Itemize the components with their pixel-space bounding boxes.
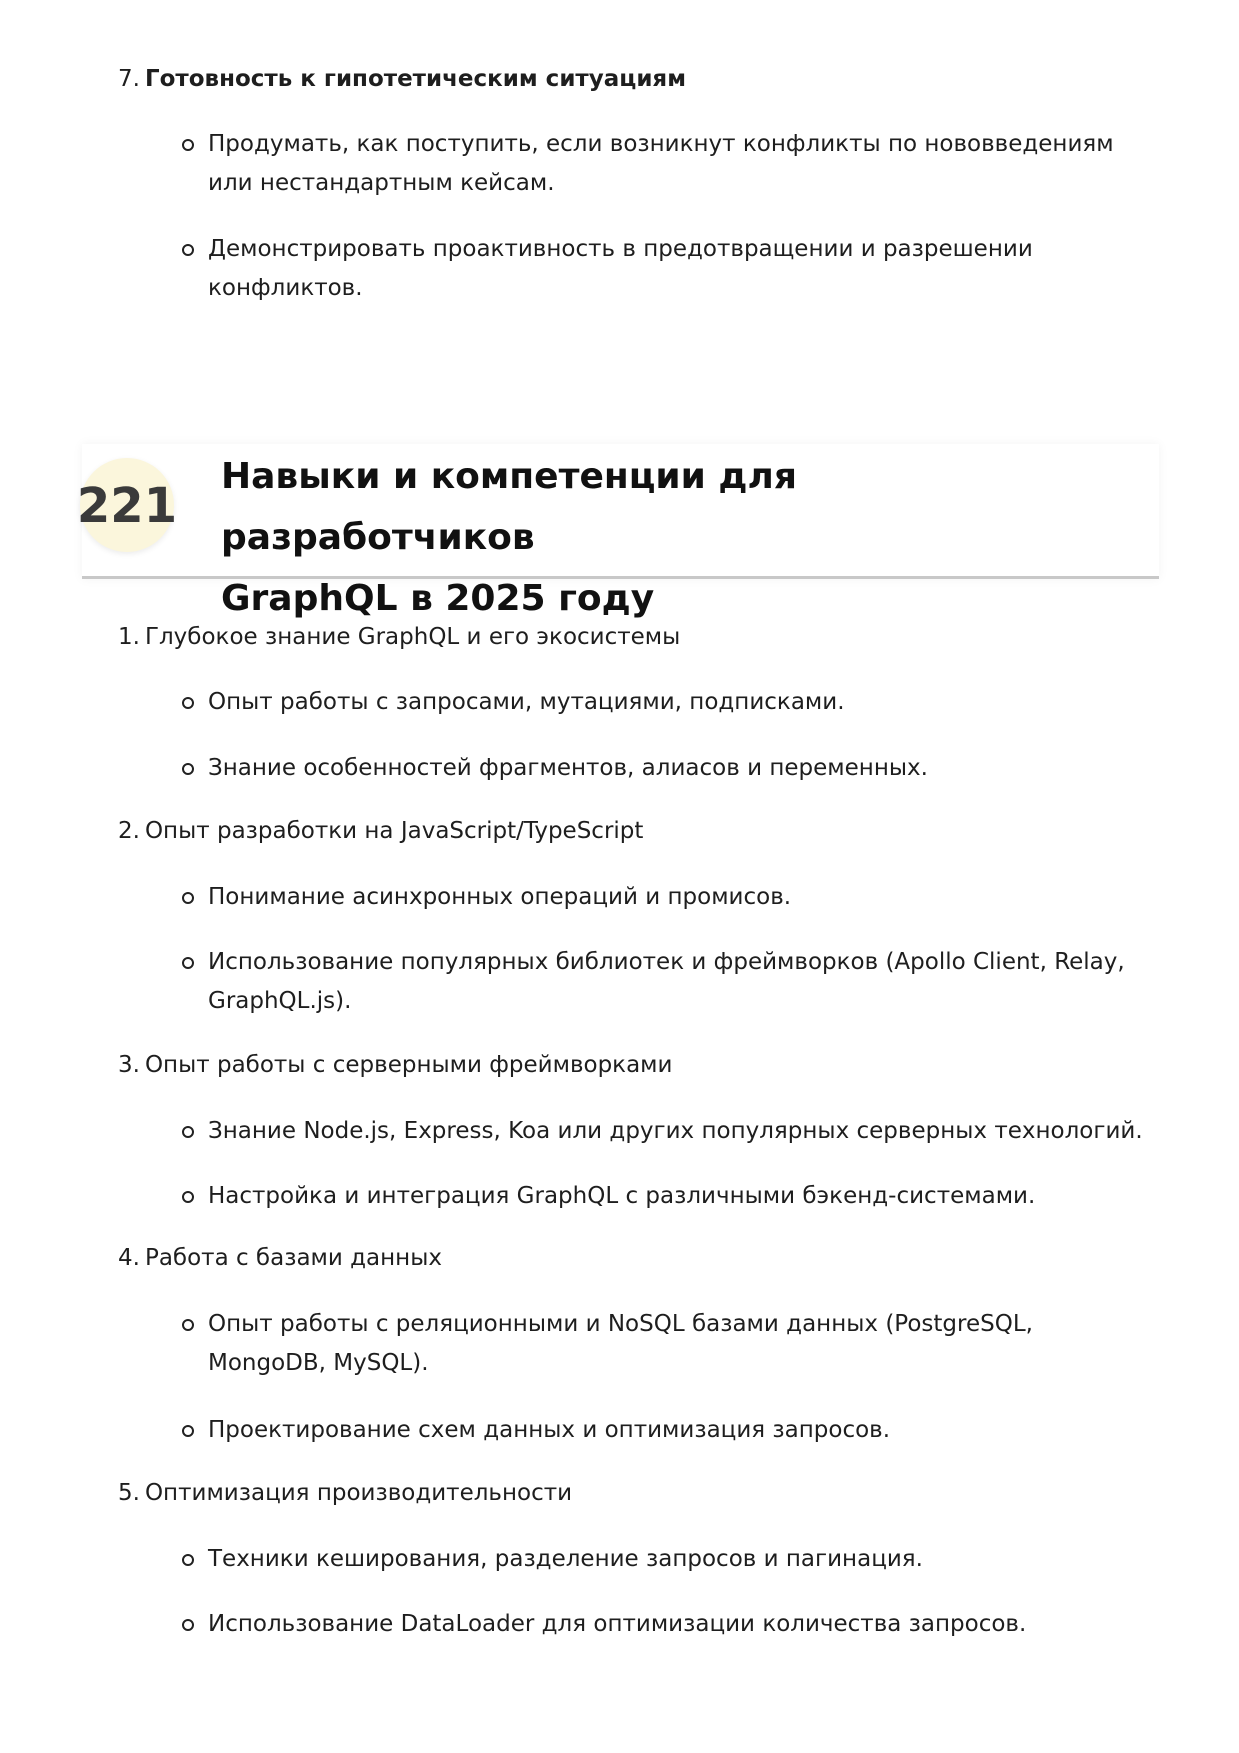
section-title-line-2: GraphQL в 2025 году <box>221 578 655 619</box>
list-item-title: Опыт работы с серверными фреймворками <box>144 1052 673 1078</box>
bullet-circle-icon <box>182 139 194 151</box>
bullet-circle-icon <box>182 697 194 709</box>
bullet-circle-icon <box>182 1554 194 1566</box>
bullet-item <box>208 749 1158 788</box>
bullet-circle-icon <box>182 957 194 969</box>
list-item-3-heading <box>118 1048 672 1082</box>
list-number: 3. <box>118 1052 140 1078</box>
list-number: 5. <box>118 1480 140 1506</box>
bullet-text: Демонстрировать проактивность в предотвращении и разрешении конфликтов. <box>208 236 1033 301</box>
bullet-item <box>208 230 1158 308</box>
bullet-text: Знание Node.js, Express, Koa или других популярных серверных технологий. <box>208 1118 1143 1144</box>
bullet-circle-icon <box>182 1425 194 1437</box>
list-number: 4. <box>118 1245 140 1271</box>
list-number: 1. <box>118 624 140 650</box>
bullet-text: Опыт работы с запросами, мутациями, подписками. <box>208 689 845 715</box>
bullet-item <box>208 1540 1158 1579</box>
bullet-text: Продумать, как поступить, если возникнут конфликты по нововведениям или нестандартным кейсам. <box>208 131 1114 196</box>
bullet-circle-icon <box>182 244 194 256</box>
list-item-7-heading <box>118 62 686 96</box>
section-title-line-1: Навыки и компетенции для разработчиков <box>221 456 797 558</box>
bullet-text: Техники кеширования, разделение запросов и пагинация. <box>208 1546 923 1572</box>
bullet-text: Опыт работы с реляционными и NoSQL базами данных (PostgreSQL, MongoDB, MySQL). <box>208 1311 1033 1376</box>
bullet-text: Проектирование схем данных и оптимизация запросов. <box>208 1417 891 1443</box>
list-item-4-heading <box>118 1241 442 1275</box>
bullet-circle-icon <box>182 1126 194 1138</box>
bullet-text: Понимание асинхронных операций и промисов. <box>208 884 792 910</box>
bullet-text: Знание особенностей фрагментов, алиасов и переменных. <box>208 755 928 781</box>
list-item-1-heading <box>118 620 680 654</box>
list-item-title: Опыт разработки на JavaScript/TypeScript <box>144 818 644 844</box>
section-title <box>221 446 1121 629</box>
bullet-item <box>208 1605 1158 1644</box>
bullet-item <box>208 943 1158 1021</box>
section-number: 221 <box>76 478 178 534</box>
bullet-text: Использование DataLoader для оптимизации количества запросов. <box>208 1611 1027 1637</box>
bullet-item <box>208 1177 1158 1216</box>
bullet-circle-icon <box>182 1619 194 1631</box>
list-item-title: Глубокое знание GraphQL и его экосистемы <box>144 624 681 650</box>
bullet-circle-icon <box>182 763 194 775</box>
bullet-text: Настройка и интеграция GraphQL с различными бэкенд-системами. <box>208 1183 1036 1209</box>
bullet-item <box>208 1305 1158 1383</box>
list-item-title: Готовность к гипотетическим ситуациям <box>144 66 687 92</box>
list-item-title: Работа с базами данных <box>144 1245 442 1271</box>
list-number: 7. <box>118 66 140 92</box>
bullet-item <box>208 878 1158 917</box>
bullet-circle-icon <box>182 892 194 904</box>
bullet-item <box>208 683 1158 722</box>
list-item-5-heading <box>118 1476 572 1510</box>
bullet-item <box>208 125 1158 203</box>
list-item-2-heading <box>118 814 643 848</box>
list-item-title: Оптимизация производительности <box>144 1480 573 1506</box>
bullet-circle-icon <box>182 1319 194 1331</box>
bullet-item <box>208 1112 1158 1151</box>
bullet-text: Использование популярных библиотек и фреймворков (Apollo Client, Relay, GraphQL.js). <box>208 949 1125 1014</box>
bullet-circle-icon <box>182 1191 194 1203</box>
bullet-item <box>208 1411 1158 1450</box>
list-number: 2. <box>118 818 140 844</box>
